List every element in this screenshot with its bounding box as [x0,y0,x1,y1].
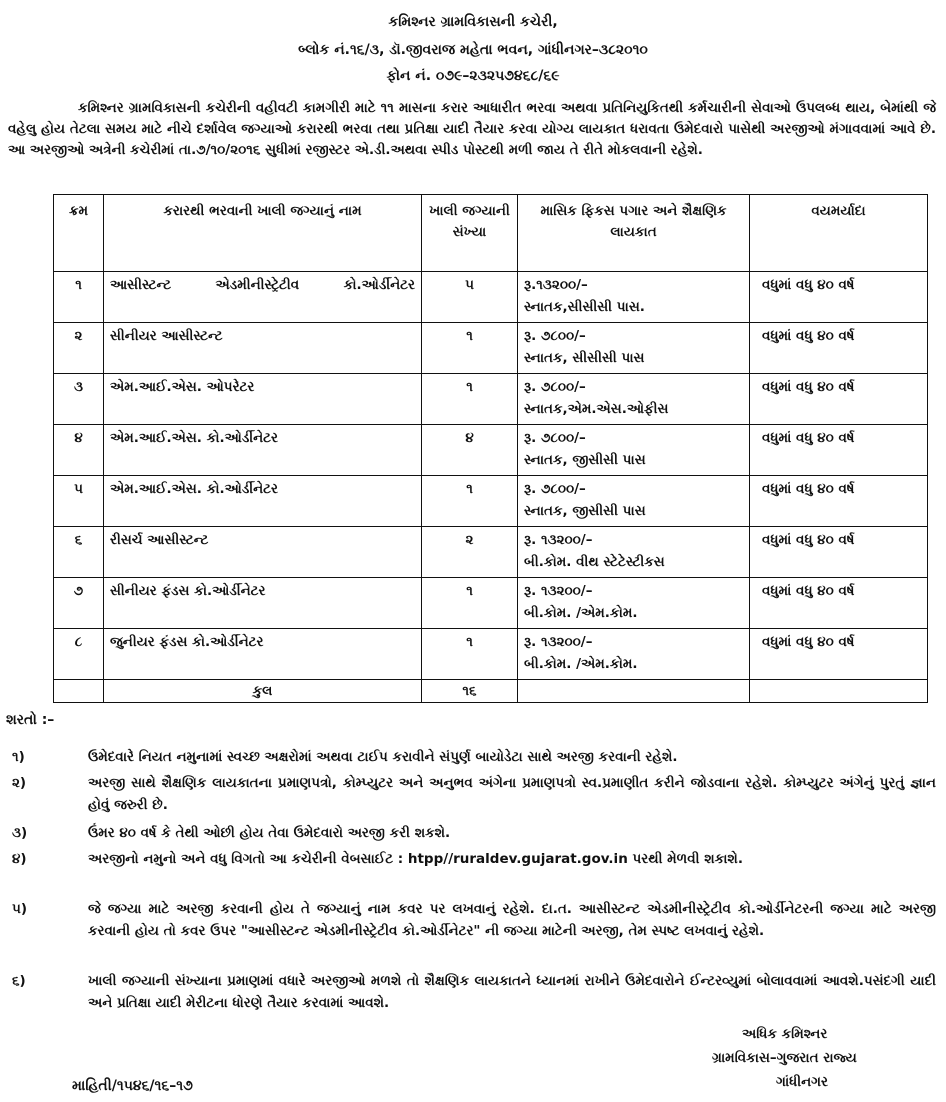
row-post: આસીસ્ટન્ટ એડમીનીસ્ટ્રેટીવ કો.ઓર્ડીનેટર [104,272,422,323]
row-pay-cell [518,476,750,527]
signature-title: અધિક કમિશ્નર [742,1026,828,1042]
row-num: ૮ [54,629,104,680]
row-num: ૫ [54,476,104,527]
office-phone: ફોન નં. ૦૭૯–૨૩૨૫૭૪૬૮/૬૯ [386,68,560,84]
row-qual: સ્નાતક, જીસીસી પાસ [524,452,646,468]
row-count: ૧ [422,578,518,629]
condition-number: ૫) [12,901,28,917]
row-pay-cell [518,578,750,629]
row-post: એમ.આઈ.એસ. કો.ઓર્ડીનેટર [104,476,422,527]
intro-paragraph: કમિશ્નર ગ્રામવિકાસની કચેરીની વહીવટી કામગીરી માટે ૧૧ માસના કરાર આધારીત ભરવા અથવા પ્રતિનિયુકિતથી કર્મચારીની સેવાઓ ઉપલબ્ધ થાય, બેમાંથી જે વહેલુ હોય તેટલા સમય માટે નીચે દર્શાવેલ જગ્યાઓ કરારથી ભરવા તથા પ્રતિક્ષા યાદી તૈયાર કરવા યોગ્ય લાયકાત ધરાવતા ઉમેદવારો પાસેથી અરજીઓ મંગાવવામાં આવે છે. આ અરજીઓ અત્રેની કચેરીમાં તા.૭/૧૦/૨૦૧૬ સુધીમાં રજીસ્ટર એ.ડી.અથવા સ્પીડ પોસ્ટથી મળી જાય તે રીતે મોકલવાની રહેશે. [8,100,936,158]
row-count: ૨ [422,527,518,578]
row-num: ૭ [54,578,104,629]
row-qual: બી.કોમ. /એમ.કોમ. [524,605,638,621]
table-header-row [54,195,928,272]
condition-item [12,822,936,844]
row-num: ૬ [54,527,104,578]
row-count: ૫ [422,272,518,323]
table-row [54,476,928,527]
row-age: વધુમાં વધુ ૪૦ વર્ષ [750,527,928,578]
table-row [54,527,928,578]
condition-number: ૪) [12,851,27,867]
row-qual: સ્નાતક,એમ.એસ.ઓફીસ [524,401,669,417]
total-label: કુલ [104,680,422,703]
row-pay-cell [518,527,750,578]
table-row [54,629,928,680]
row-count: ૪ [422,425,518,476]
row-pay-cell [518,272,750,323]
row-age: વધુમાં વધુ ૪૦ વર્ષ [750,578,928,629]
row-age: વધુમાં વધુ ૪૦ વર્ષ [750,374,928,425]
row-pay: રૂ.૧૩૨૦૦/– [524,277,588,293]
header-post: કરારથી ભરવાની ખાલી જગ્યાનું નામ [104,195,422,272]
condition-text: અરજીનો નમુનો અને વધુ વિગતો આ કચેરીની વેબસાઈટ : htpp//ruraldev.gujarat.gov.in પરથી મેળવી શકાશે. [88,851,743,867]
row-pay: રૂ. ૧૩૨૦૦/– [524,583,593,599]
row-num: ૩ [54,374,104,425]
row-post: એમ.આઈ.એસ. કો.ઓર્ડીનેટર [104,425,422,476]
row-pay: રૂ. ૭૮૦૦/– [524,328,586,344]
signature-city: ગાંધીનગર [776,1074,829,1090]
header-num: ક્રમ [54,195,104,272]
condition-number: ૩) [12,825,28,841]
condition-number: ૬) [12,973,26,989]
row-post: સીનીયર આસીસ્ટન્ટ [104,323,422,374]
row-post: સીનીયર ફંડસ કો.ઓર્ડીનેટર [104,578,422,629]
condition-text: અરજી સાથે શૈક્ષણિક લાયકાતના પ્રમાણપત્રો, કોમ્પ્યુટર અને અનુભવ અંગેના પ્રમાણપત્રો સ્વ.પ્રમાણીત કરીને જોડવાના રહેશે. કોમ્પ્યુટર અંગેનું પુરતું જ્ઞાન હોવું જરુરી છે. [88,775,936,813]
row-num: ૧ [54,272,104,323]
row-num: ૨ [54,323,104,374]
row-age: વધુમાં વધુ ૪૦ વર્ષ [750,272,928,323]
row-count: ૧ [422,374,518,425]
condition-number: ૨) [12,775,27,791]
row-pay-cell [518,425,750,476]
row-num: ૪ [54,425,104,476]
row-pay: રૂ. ૧૩૨૦૦/– [524,532,593,548]
row-count: ૧ [422,323,518,374]
table-row [54,425,928,476]
row-count: ૧ [422,476,518,527]
condition-number: ૧) [12,749,25,765]
table-row [54,272,928,323]
condition-item [12,848,936,870]
total-empty-cell [750,680,928,703]
header-pay: માસિક ફિકસ પગાર અને શૈક્ષણિક લાયકાત [518,195,750,272]
row-pay: રૂ. ૭૮૦૦/– [524,379,586,395]
condition-text: ખાલી જગ્યાની સંખ્યાના પ્રમાણમાં વધારે અરજીઓ મળશે તો શૈક્ષણિક લાયકાતને ધ્યાનમાં રાખીને ઉમેદવારોને ઈન્ટરવ્યુમાં બોલાવવામાં આવશે.પસંદગી યાદી અને પ્રતિક્ષા યાદી મેરીટના ધોરણે તૈયાર કરવામાં આવશે. [88,973,936,1011]
row-pay-cell [518,629,750,680]
row-post: જુનીયર ફંડસ કો.ઓર્ડીનેટર [104,629,422,680]
condition-text: ઉમેદવારે નિયત નમુનામાં સ્વચ્છ અક્ષરોમાં અથવા ટાઈપ કરાવીને સંપુર્ણ બાયોડેટા સાથે અરજી કરવાની રહેશે. [88,749,678,765]
signature-dept: ગ્રામવિકાસ–ગુજરાત રાજ્ય [712,1050,857,1066]
table-row [54,323,928,374]
condition-item [12,772,936,816]
row-qual: સ્નાતક, જીસીસી પાસ [524,503,646,519]
row-qual: બી.કોમ. વીથ સ્ટેટેસ્ટીકસ [524,554,665,570]
row-pay: રૂ. ૭૮૦૦/– [524,430,586,446]
row-qual: બી.કોમ. /એમ.કોમ. [524,656,638,672]
table-row [54,374,928,425]
office-address: બ્લોક નં.૧૬/૩, ડૉ.જીવરાજ મહેતા ભવન, ગાંધીનગર–૩૮૨૦૧૦ [298,42,648,58]
row-qual: સ્નાતક,સીસીસી પાસ. [524,299,645,315]
footer-reference: માહિતી/૧૫૪૬/૧૬–૧૭ [72,1078,193,1094]
row-pay-cell [518,374,750,425]
total-row [54,680,928,703]
condition-item [12,970,936,1014]
row-post: એમ.આઈ.એસ. ઓપરેટર [104,374,422,425]
office-name: કમિશ્નર ગ્રામવિકાસની કચેરી, [388,14,558,30]
row-age: વધુમાં વધુ ૪૦ વર્ષ [750,425,928,476]
row-age: વધુમાં વધુ ૪૦ વર્ષ [750,323,928,374]
row-pay-cell [518,323,750,374]
total-value: ૧૬ [422,680,518,703]
row-age: વધુમાં વધુ ૪૦ વર્ષ [750,476,928,527]
row-count: ૧ [422,629,518,680]
row-age: વધુમાં વધુ ૪૦ વર્ષ [750,629,928,680]
vacancy-table [53,194,928,703]
header-age: વયમર્યાદા [750,195,928,272]
total-empty-cell [54,680,104,703]
condition-item [12,898,936,942]
header-count: ખાલી જગ્યાની સંખ્યા [422,195,518,272]
total-empty-cell [518,680,750,703]
row-post: રીસર્ચ આસીસ્ટન્ટ [104,527,422,578]
row-pay: રૂ. ૧૩૨૦૦/– [524,634,593,650]
table-row [54,578,928,629]
condition-item [12,746,936,768]
condition-text: ઉંમર ૪૦ વર્ષ કે તેથી ઓછી હોય તેવા ઉમેદવારો અરજી કરી શકશે. [88,825,451,841]
conditions-title: શરતો :– [6,712,55,728]
row-qual: સ્નાતક, સીસીસી પાસ [524,350,645,366]
condition-text: જે જગ્યા માટે અરજી કરવાની હોય તે જગ્યાનું નામ કવર પર લખવાનું રહેશે. દા.ત. આસીસ્ટન્ટ એડમીનીસ્ટ્રેટીવ કો.ઓર્ડીનેટરની જગ્યા માટે અરજી કરવાની હોય તો કવર ઉપર "આસીસ્ટન્ટ એડમીનીસ્ટ્રેટીવ કો.ઓર્ડીનેટર" ની જગ્યા માટેની અરજી, તેમ સ્પષ્ટ લખવાનું રહેશે. [88,901,936,939]
row-pay: રૂ. ૭૮૦૦/– [524,481,586,497]
